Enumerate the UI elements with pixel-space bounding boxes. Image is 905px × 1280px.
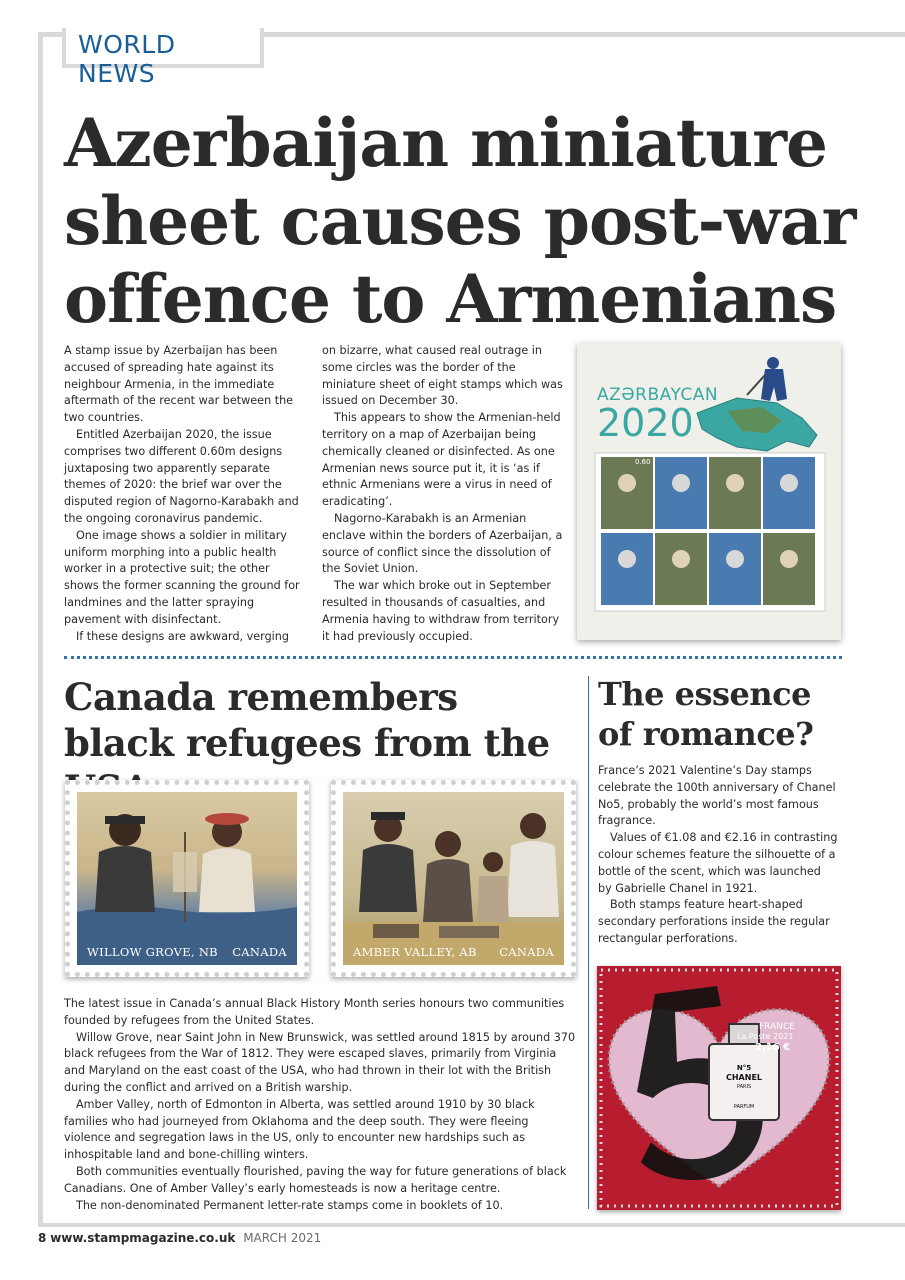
paragraph: A stamp issue by Azerbaijan has been accused of spreading hate against its neighbour Armenia, in the immediate aftermath of the recent war between the two countries.: [64, 344, 294, 425]
paragraph: One image shows a soldier in military uniform morphing into a public health worker in a protective suit; the other shows the former scanning the ground for landmines and the latter spraying pavement with disinfectant.: [64, 528, 300, 626]
stamp-caption: [87, 945, 287, 959]
chanel-stamp-illustration: [597, 966, 841, 1210]
canada-headline: Canada remembers black refugees from the: [64, 675, 550, 765]
stamp-willow-grove: [65, 780, 309, 977]
stamp-image: [77, 792, 297, 965]
bottle-type: PARFUM: [733, 1104, 755, 1110]
stamp-country: CANADA: [232, 945, 287, 959]
paragraph: Both communities eventually flourished, paving the way for future generations of black Canadians. One of Amber Valley’s early homesteads is now a heritage centre.: [64, 1164, 567, 1195]
chanel-valentine-stamp: [597, 966, 841, 1210]
main-story-column-1: [64, 343, 304, 645]
paragraph: on bizarre, what caused real outrage in some circles was the border of the miniature sheet of eight stamps which was issued on December 30.: [322, 344, 563, 408]
stamp-place: AMBER VALLEY, AB: [353, 945, 477, 959]
section-label: WORLD NEWS: [78, 30, 176, 88]
sheet-stamp-value: 0.60: [635, 458, 651, 466]
sheet-year: 2020: [597, 401, 694, 445]
canada-story-body: [64, 996, 578, 1214]
paragraph: Nagorno-Karabakh is an Armenian enclave within the borders of Azerbaijan, a source of conflict since the dissolution of the Soviet Union.: [322, 511, 563, 576]
stamp-issuer: La Poste 2021: [737, 1032, 794, 1041]
romance-headline: The essence of romance?: [598, 675, 814, 753]
main-headline: Azerbaijan miniature sheet causes post-war offence to Armenians: [64, 104, 856, 338]
amber-valley-illustration: [343, 792, 564, 965]
stamp-country: FRANCE: [759, 1022, 795, 1032]
stamp-image: [343, 792, 564, 965]
section-tab: [62, 28, 264, 88]
azerbaijan-miniature-sheet: [577, 343, 841, 640]
column-divider: [588, 676, 589, 1209]
paragraph: The war which broke out in September resulted in thousands of casualties, and Armenia having to withdraw from territory it had previously occupied.: [322, 579, 560, 643]
paragraph: This appears to show the Armenian-held territory on a map of Azerbaijan being chemically cleaned or disinfected. As one Armenian news source put it, it is ‘as if ethnic Armenians were a virus in need of eradicating’.: [322, 411, 561, 509]
stamp-country: CANADA: [499, 945, 554, 959]
paragraph: If these designs are awkward, verging: [76, 629, 289, 643]
stamp-place: WILLOW GROVE, NB: [87, 945, 218, 959]
page-frame-left: [38, 32, 43, 1227]
paragraph: France’s 2021 Valentine’s Day stamps celebrate the 100th anniversary of Chanel No5, probably the world’s most famous fragrance.: [598, 764, 836, 828]
paragraph: Entitled Azerbaijan 2020, the issue comprises two different 0.60m designs juxtaposing two apparently separate themes of 2020: the brief war over the disputed region of Nagorno-Karabakh and the ongoing coronavirus pandemic.: [64, 427, 299, 525]
paragraph: Willow Grove, near Saint John in New Brunswick, was settled around 1815 by around 370 black refugees from the War of 1812. They were escaped slaves, primarily from Virginia and Maryland on the east coast of the USA, who had thrown in their lot with the British during the conflict and arrived on a British warship.: [64, 1030, 576, 1094]
sheet-country: AZƏRBAYCAN: [597, 385, 719, 405]
bottle-number: N°5: [736, 1064, 752, 1072]
main-story-column-2: [322, 343, 566, 645]
stamp-caption: [353, 945, 554, 959]
bottle-city: PARIS: [736, 1084, 752, 1090]
page-footer: [38, 1231, 321, 1245]
footer-website: www.stampmagazine.co.uk: [50, 1231, 236, 1245]
paragraph: The non-denominated Permanent letter-rate stamps come in booklets of 10.: [76, 1198, 504, 1212]
page-frame-bottom: [38, 1223, 905, 1227]
romance-story-body: [598, 763, 838, 948]
footer-issue-date: MARCH 2021: [243, 1231, 322, 1245]
page-number: 8: [38, 1231, 47, 1245]
bottle-brand: CHANEL: [725, 1073, 762, 1082]
willow-grove-illustration: [77, 792, 297, 965]
paragraph: Both stamps feature heart-shaped secondary perforations inside the regular rectangular perforations.: [598, 898, 830, 945]
paragraph: Amber Valley, north of Edmonton in Alberta, was settled around 1910 by 30 black families who had journeyed from Oklahoma and the deep south. They were fleeing violence and segregation laws in the US, only to encounter new hardships such as inhospitable land and bone-chilling winters.: [64, 1097, 535, 1162]
stamp-amber-valley: [331, 780, 576, 977]
paragraph: The latest issue in Canada’s annual Black History Month series honours two communities founded by refugees from the United States.: [64, 997, 565, 1027]
stamp-value: 2,16 €: [755, 1042, 791, 1053]
section-divider: [64, 656, 842, 659]
paragraph: Values of €1.08 and €2.16 in contrasting colour schemes feature the silhouette of a bottle of the scent, which was launched by Gabrielle Chanel in 1921.: [598, 831, 838, 895]
